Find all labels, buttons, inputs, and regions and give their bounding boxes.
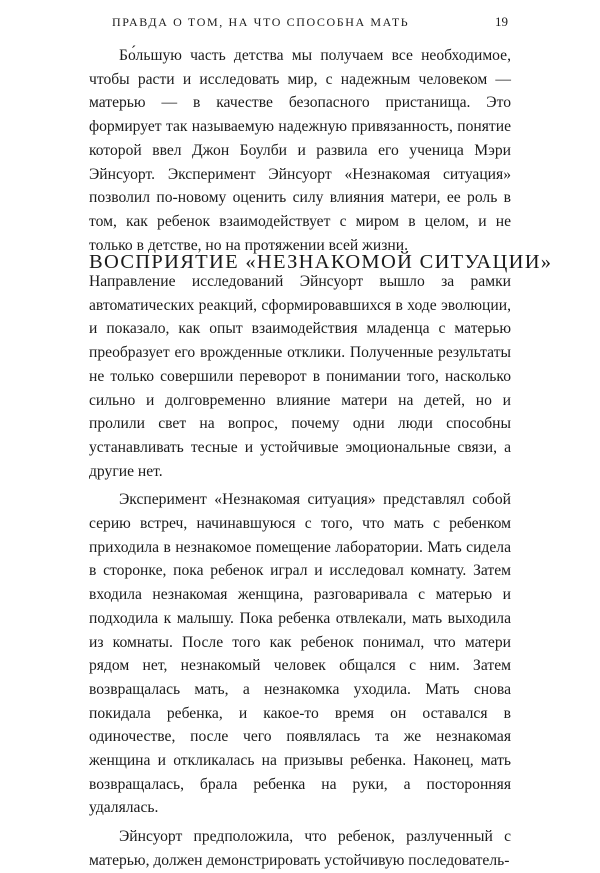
- page-number: 19: [495, 14, 508, 29]
- running-head: [112, 13, 508, 31]
- body-paragraph-3: Эйнсуорт предположила, что ребенок, разлученный с матерью, должен демонстрировать устойчивую последователь-: [89, 828, 511, 869]
- body-paragraph-2: Эксперимент «Незнакомая ситуация» представлял собой серию встреч, начинавшуюся с того, что мать с ребенком приходила в незнакомое помещение лаборатории. Мать сидела в сторонке, пока ребенок играл и исследовал комнату. Затем входила незнакомая женщина, разговаривала с матерью и подходила к малышу. Пока ребенка отвлекали, мать выходила из комнаты. После того как ребенок понимал, что матери рядом нет, незнакомый человек общался с ним. Затем возвращалась мать, а незнакомка уходила. Мать снова покидала ребенка, и какое-то время он оставался в одиночестве, после чего появлялась та же незнакомая женщина и откликалась на призывы ребенка. Наконец, мать возвращалась, брала ребенка на руки, а посторонняя удалялась.: [89, 491, 511, 817]
- intro-text-block: [89, 44, 511, 257]
- section-heading: ВОСПРИЯТИЕ «НЕЗНАКОМОЙ СИТУАЦИИ»: [89, 251, 553, 273]
- intro-paragraph: Бо́льшую часть детства мы получаем все необходимое, чтобы расти и исследовать мир, с надежным человеком — матерью — в качестве безопасного пристанища. Это формирует так называемую надежную привязанность, понятие которой ввел Джон Боулби и развила его ученица Мэри Эйнсуорт. Эксперимент Эйнсуорт «Незнакомая ситуация» позволил по-новому оценить силу влияния матери, ее роль в том, как ребенок взаимодействует с миром в целом, и не только в детстве, но на протяжении всей жизни.: [89, 47, 511, 254]
- running-title: ПРАВДА О ТОМ, НА ЧТО СПОСОБНА МАТЬ: [112, 15, 410, 29]
- body-paragraph-1: Направление исследований Эйнсуорт вышло за рамки автоматических реакций, сформировавшихся в ходе эволюции, и показало, как опыт взаимодействия младенца с матерью преобразует его врожденные отклики. Полученные результаты не только совершили переворот в понимании того, насколько сильно и долговременно влияние матери на детей, но и пролили свет на вопрос, почему одни люди способны устанавливать тесные и устойчивые эмоциональные связи, а другие нет.: [89, 273, 511, 480]
- section-text-block: [89, 270, 511, 873]
